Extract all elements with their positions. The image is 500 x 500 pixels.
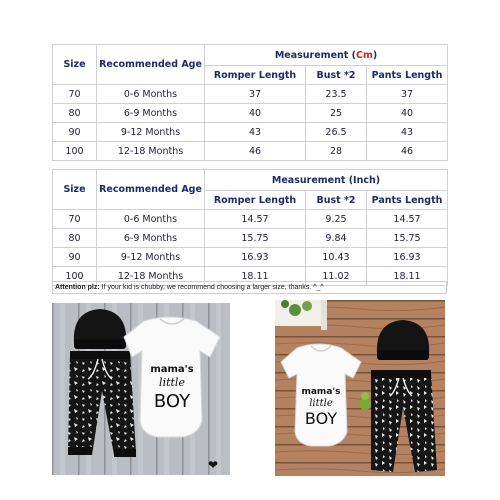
onesie-text-line-2: little xyxy=(159,376,185,389)
header-size: Size xyxy=(53,45,97,85)
onesie-text-line-3: BOY xyxy=(304,409,338,428)
header-bust: Bust *2 xyxy=(306,66,367,85)
table-row: 100 12-18 Months 46 28 46 xyxy=(53,142,448,161)
onesie-text-line-1: mama's xyxy=(301,387,341,397)
table-row: 100 12-18 Months 18.11 11.02 18.11 xyxy=(53,267,448,286)
header-romper-length: Romper Length xyxy=(205,66,306,85)
attention-label: Attention plz: xyxy=(55,284,100,291)
product-photo-right xyxy=(275,300,445,476)
header-bust: Bust *2 xyxy=(306,191,367,210)
header-recommended-age: Recommended Age xyxy=(97,170,205,210)
table-row: 90 9-12 Months 16.93 10.43 16.93 xyxy=(53,248,448,267)
product-photo-left-art xyxy=(52,303,230,475)
onesie-text-line-3: BOY xyxy=(153,391,191,412)
heart-icon: ❤ xyxy=(208,458,219,472)
header-romper-length: Romper Length xyxy=(205,191,306,210)
attention-note xyxy=(52,281,447,294)
onesie-text-line-2: little xyxy=(309,398,333,409)
product-photo-left xyxy=(52,303,230,475)
header-measurement: Measurement (Cm) xyxy=(205,45,448,66)
header-pants-length: Pants Length xyxy=(367,66,448,85)
unit-cm: Cm xyxy=(355,49,373,61)
header-pants-length: Pants Length xyxy=(367,191,448,210)
attention-text: If your kid is chubby, we recommend choosing a larger size, thanks. ^_^ xyxy=(99,284,324,291)
header-size: Size xyxy=(53,170,97,210)
onesie-text-line-1: mama's xyxy=(150,364,194,375)
table-row: 70 0-6 Months 37 23.5 37 xyxy=(53,85,448,104)
table-row: 80 6-9 Months 15.75 9.84 15.75 xyxy=(53,229,448,248)
product-photo-right-art xyxy=(275,300,445,476)
size-table-inch xyxy=(52,169,448,286)
table-row: 70 0-6 Months 14.57 9.25 14.57 xyxy=(53,210,448,229)
header-recommended-age: Recommended Age xyxy=(97,45,205,85)
table-row: 80 6-9 Months 40 25 40 xyxy=(53,104,448,123)
table-row: 90 9-12 Months 43 26.5 43 xyxy=(53,123,448,142)
header-measurement: Measurement (Inch) xyxy=(205,170,448,191)
size-table-cm xyxy=(52,44,448,161)
